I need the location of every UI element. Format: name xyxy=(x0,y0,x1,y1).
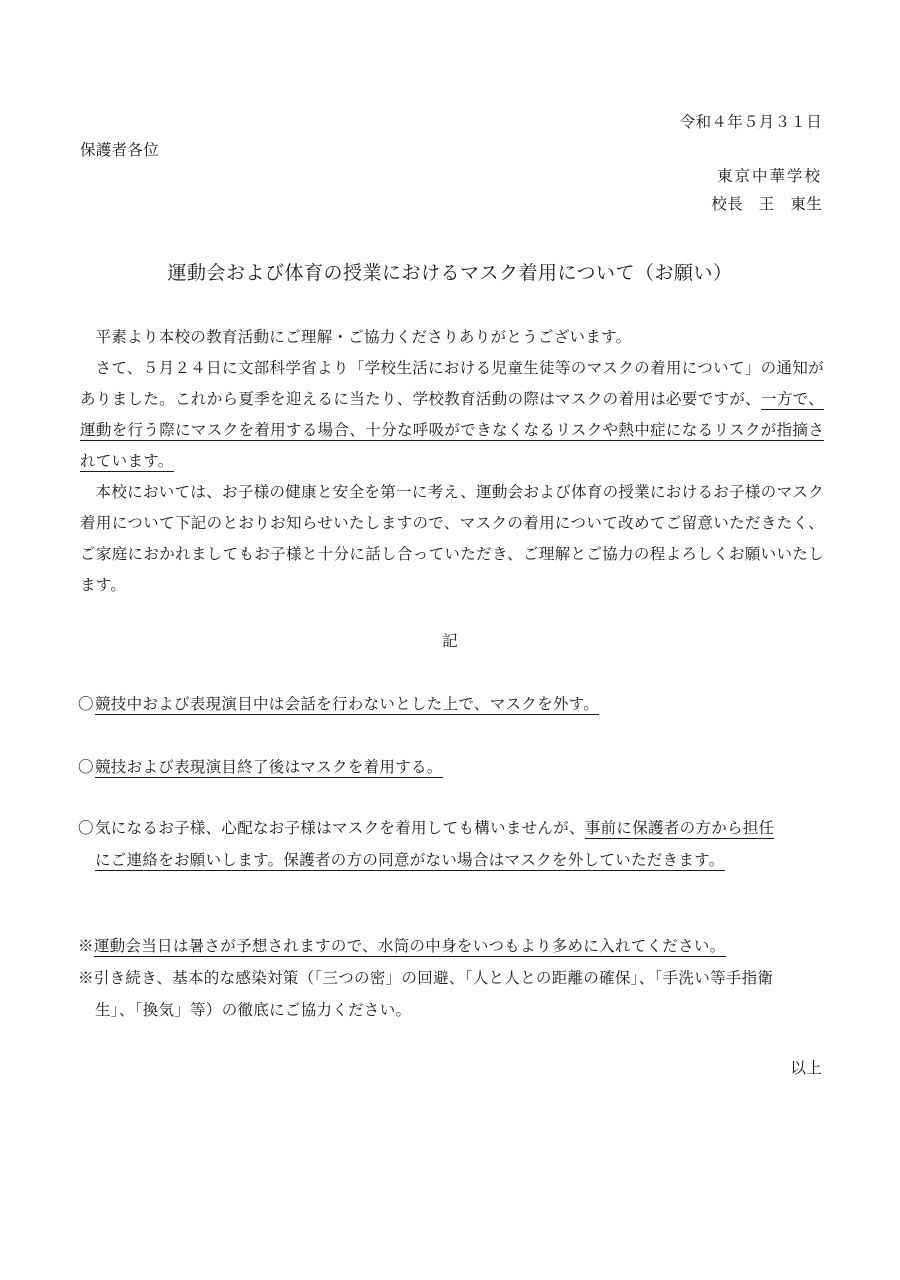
note-item xyxy=(78,930,826,962)
recipient-line: 保護者各位 xyxy=(80,141,160,159)
note-mark: ※ xyxy=(78,937,94,955)
school-name: 東京中華学校 xyxy=(716,167,822,185)
body-paragraph-notice xyxy=(80,353,824,477)
list-item xyxy=(78,812,826,876)
circle-bullet: 〇 xyxy=(78,695,94,713)
ki-heading: 記 xyxy=(442,632,458,650)
principal-name: 校長 王 東生 xyxy=(711,195,822,213)
document-title: 運動会および体育の授業におけるマスク着用について（お願い） xyxy=(167,262,733,284)
item-text-wear-mask: 競技および表現演目終了後はマスクを着用する。 xyxy=(95,758,443,776)
note-text-infection-control: 引き続き、基本的な感染対策（「三つの密」の回避、「人と人との距離の確保」、「手洗い等手指衛 xyxy=(93,969,774,987)
circle-bullet: 〇 xyxy=(78,819,94,837)
note-mark: ※ xyxy=(78,969,94,987)
item-text-optional-mask: 気になるお子様、心配なお子様はマスクを着用しても構いませんが、 xyxy=(95,819,585,837)
note-text-water-bottle: 運動会当日は暑さが予想されますので、水筒の中身をいつもより多めに入れてください。 xyxy=(93,937,726,955)
request-text: 本校においては、お子様の健康と安全を第一に考え、運動会および体育の授業におけるお子様のマスク着用について下記のとおりお知らせいたしますので、マスクの着用について改めてご留意いただきたく、ご家庭におかれましてもお子様と十分に話し合っていただき、ご理解とご協力の程よろしくお願いいたします。 xyxy=(80,483,824,594)
body-paragraph-request xyxy=(80,477,824,601)
letter-date: 令和４年５月３１日 xyxy=(679,113,822,131)
greeting-text: 平素より本校の教育活動にご理解・ご協力くださりありがとうございます。 xyxy=(95,328,632,346)
list-item xyxy=(78,751,826,783)
circle-bullet: 〇 xyxy=(78,758,94,776)
item-text-remove-mask: 競技中および表現演目中は会話を行わないとした上で、マスクを外す。 xyxy=(95,695,600,713)
note-item xyxy=(78,962,826,1026)
notice-text: さて、５月２４日に文部科学省より「学校生活における児童生徒等のマスクの着用について」の通知がありました。これから夏季を迎えるに当たり、学校教育活動の際はマスクの着用は必要ですが、 xyxy=(80,359,824,408)
list-item xyxy=(78,688,826,720)
body-paragraph-greeting xyxy=(80,322,824,353)
notice-underlined-text: 一方で、運動を行う際にマスクを着用する場合、十分な呼吸ができなくなるリスクや熱中症になるリスクが指摘されています。 xyxy=(80,390,825,470)
item-text-contact-teacher-cont: にご連絡をお願いします。保護者の方の同意がない場合はマスクを外していただきます。 xyxy=(95,851,725,869)
closing-text: 以上 xyxy=(790,1059,822,1077)
item-text-contact-teacher: 事前に保護者の方から担任 xyxy=(584,819,775,837)
letter-body xyxy=(80,322,824,601)
note-text-infection-control-cont: 生」、「換気」等）の徹底にご協力ください。 xyxy=(95,1001,412,1019)
